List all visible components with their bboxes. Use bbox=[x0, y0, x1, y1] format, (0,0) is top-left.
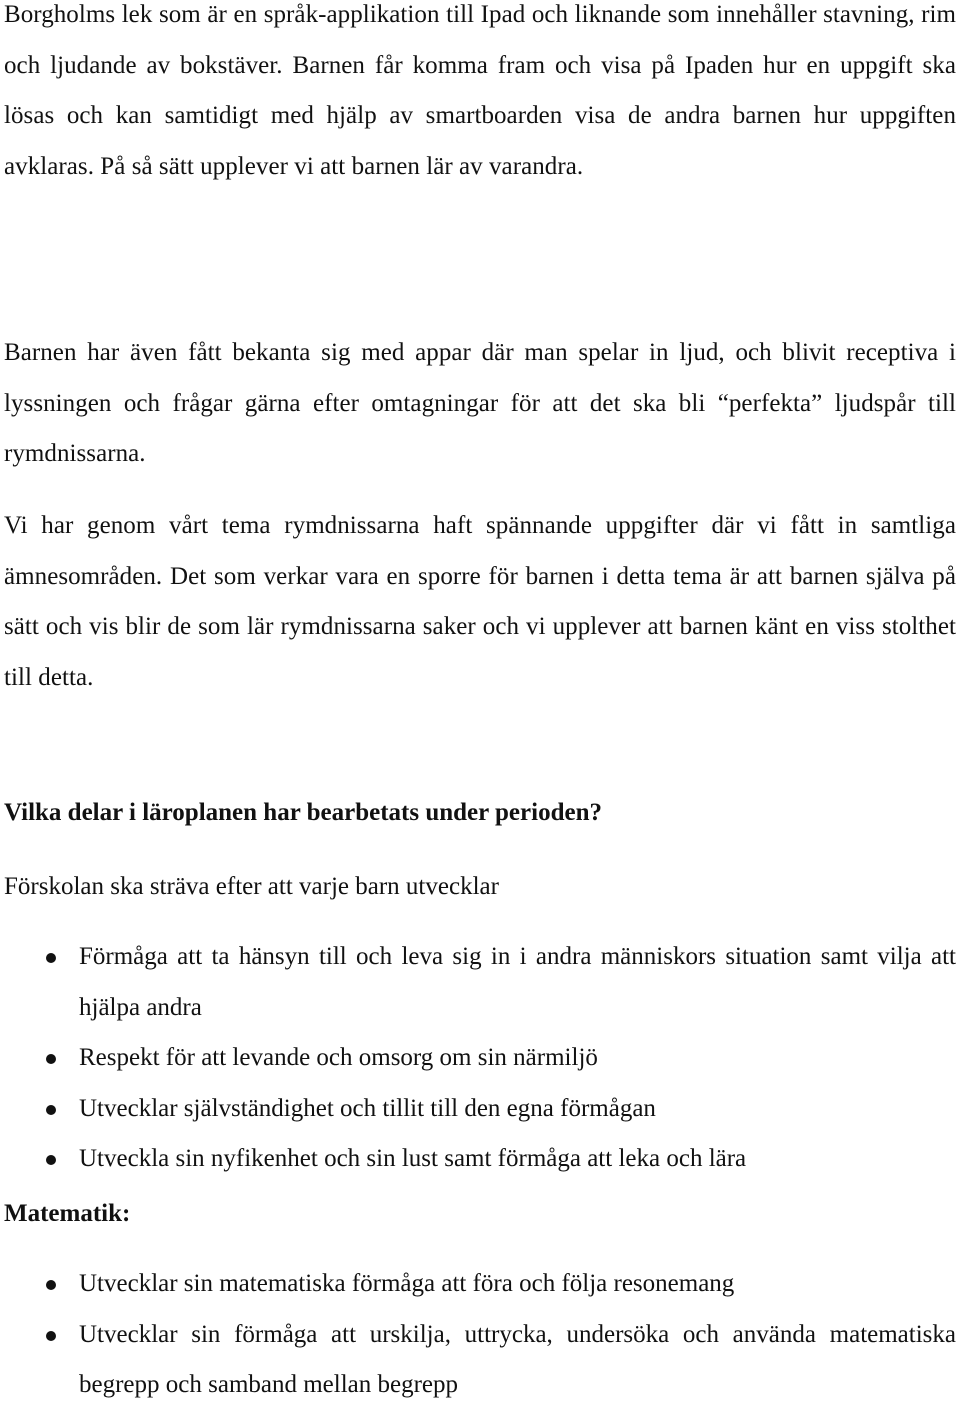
bullet-icon bbox=[46, 1155, 56, 1165]
list-item-text: Utveckla sin nyfikenhet och sin lust samt förmåga att leka och lära bbox=[79, 1145, 747, 1172]
list-item-text: Utvecklar sin förmåga att urskilja, uttrycka, undersöka och använda matematiska begrepp och samband mellan begrepp bbox=[79, 1320, 956, 1398]
list-item bbox=[4, 1310, 956, 1411]
bullet-icon bbox=[46, 1105, 56, 1115]
list-item bbox=[4, 932, 956, 1033]
list-item bbox=[4, 1259, 956, 1310]
list-item bbox=[4, 1134, 956, 1185]
paragraph-borgholms-lek: Borgholms lek som är en språk-applikation till Ipad och liknande som innehåller stavning, rim och ljudande av bokstäver. Barnen får komma fram och visa på Ipaden hur en uppgift ska lösas och kan samtidigt med hjälp av smartboarden visa de andra barnen hur uppgiften avklaras. På så sätt upplever vi att barnen lär av varandra. bbox=[4, 1, 956, 180]
list-item bbox=[4, 1084, 956, 1135]
bullet-icon bbox=[46, 1054, 56, 1064]
list-item-text: Utvecklar sin matematiska förmåga att föra och följa resonemang bbox=[79, 1270, 735, 1297]
math-heading: Matematik: bbox=[4, 1200, 131, 1227]
list-item-text: Respekt för att levande och omsorg om sin närmiljö bbox=[79, 1044, 598, 1071]
section-intro: Förskolan ska sträva efter att varje barn utvecklar bbox=[4, 873, 499, 900]
bullet-icon bbox=[46, 1331, 56, 1341]
paragraph-tema-rymdnissarna: Vi har genom vårt tema rymdnissarna haft spännande uppgifter där vi fått in samtliga ämnesområden. Det som verkar vara en sporre för barnen i detta tema är att barnen själva på sätt och vis blir de som lär rymdnissarna saker och vi upplever att barnen känt en viss stolthet till detta. bbox=[4, 512, 956, 691]
list-item-text: Utvecklar självständighet och tillit till den egna förmågan bbox=[79, 1094, 656, 1122]
list-item bbox=[4, 1033, 956, 1084]
curriculum-goals-list bbox=[4, 932, 956, 1185]
bullet-icon bbox=[46, 1280, 56, 1290]
bullet-icon bbox=[46, 953, 56, 963]
math-goals-list bbox=[4, 1259, 956, 1411]
list-item-text: Förmåga att ta hänsyn till och leva sig in i andra människors situation samt vilja att hjälpa andra bbox=[79, 943, 956, 1021]
section-heading-laroplan: Vilka delar i läroplanen har bearbetats under perioden? bbox=[4, 799, 602, 826]
paragraph-ljudappar: Barnen har även fått bekanta sig med appar där man spelar in ljud, och blivit receptiva i lyssningen och frågar gärna efter omtagningar för att det ska bli “perfekta” ljudspår till rymdnissarna. bbox=[4, 339, 956, 467]
